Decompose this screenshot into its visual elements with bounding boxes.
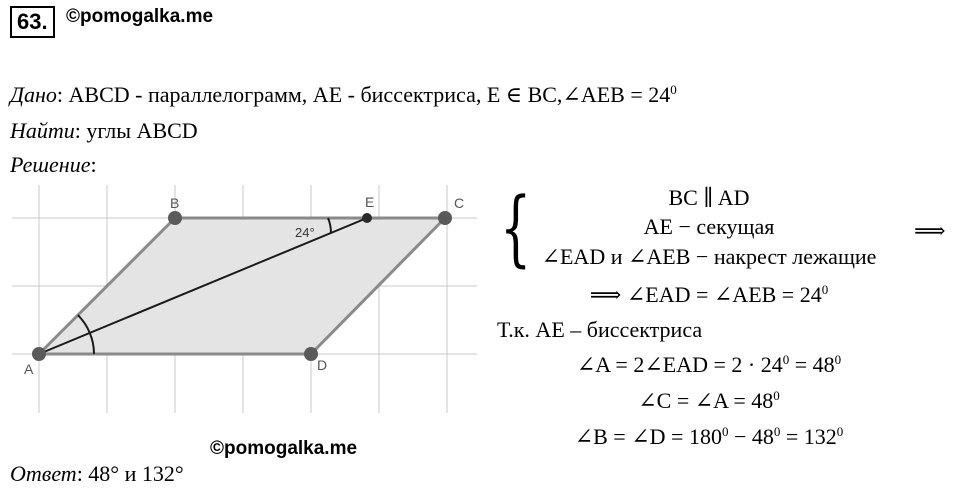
- label-c: C: [454, 195, 465, 211]
- parallelogram-figure: [12, 185, 477, 413]
- point-d: [304, 347, 318, 361]
- solution-line: [10, 152, 97, 178]
- given-line: [10, 82, 677, 108]
- angle-label-24: 24°: [295, 225, 315, 240]
- step-3-text-a: ∠A = 2∠EAD = 2 · 24: [576, 352, 783, 377]
- find-label: Найти: [10, 118, 75, 143]
- watermark: ©pomogalka.me: [210, 438, 358, 459]
- given-text: : ABCD - параллелограмм, AE - биссектриса, E ∈ BC,∠AEB = 24: [56, 82, 671, 107]
- solution-label: Решение: [10, 152, 91, 177]
- system-line-3: ∠EAD и ∠AEB − накрест лежащие: [541, 244, 877, 269]
- site-label: ©pomogalka.me: [66, 6, 214, 27]
- step-4: [512, 388, 906, 414]
- step-1: [512, 282, 906, 308]
- point-c: [438, 211, 452, 225]
- point-a: [32, 347, 46, 361]
- step-5-text-b: − 48: [728, 424, 774, 449]
- system-brace: {: [500, 181, 532, 276]
- solution-text: :: [90, 152, 97, 177]
- step-5: [512, 424, 906, 450]
- step-1-sup: 0: [821, 282, 829, 297]
- system-line-2: AE − секущая: [643, 214, 775, 239]
- point-e: [362, 213, 372, 223]
- answer-line: [10, 461, 184, 487]
- find-text: : углы ABCD: [74, 118, 198, 143]
- step-1-text: ⟹ ∠EAD = ∠AEB = 24: [589, 282, 822, 307]
- label-e: E: [365, 194, 375, 210]
- step-5-text-c: = 132: [780, 424, 837, 449]
- step-5-text-a: ∠B = ∠D = 180: [574, 424, 722, 449]
- find-line: [10, 118, 198, 144]
- problem-number: 63.: [10, 6, 55, 38]
- step-3: [512, 352, 906, 378]
- label-b: B: [170, 195, 180, 211]
- label-d: D: [317, 357, 328, 373]
- point-b: [168, 211, 182, 225]
- answer-label: Ответ: [10, 461, 77, 486]
- given-degree-sup: 0: [670, 82, 677, 97]
- answer-text: : 48° и 132°: [76, 461, 184, 486]
- step-2: Т.к. AE – биссектриса: [497, 317, 703, 342]
- step-4-text: ∠C = ∠A = 48: [638, 388, 774, 413]
- step-4-sup: 0: [773, 388, 780, 403]
- step-3-text-b: = 48: [789, 352, 835, 377]
- step-3-sup-1: 0: [782, 352, 790, 367]
- step-3-sup-2: 0: [834, 352, 842, 367]
- step-5-sup-1: 0: [721, 424, 729, 439]
- given-label: Дано: [10, 82, 57, 107]
- step-5-sup-2: 0: [773, 424, 781, 439]
- label-a: A: [24, 361, 34, 377]
- system-implies: ⟹: [914, 218, 946, 243]
- system-line-1: BC ∥ AD: [668, 185, 750, 210]
- step-5-sup-3: 0: [836, 424, 844, 439]
